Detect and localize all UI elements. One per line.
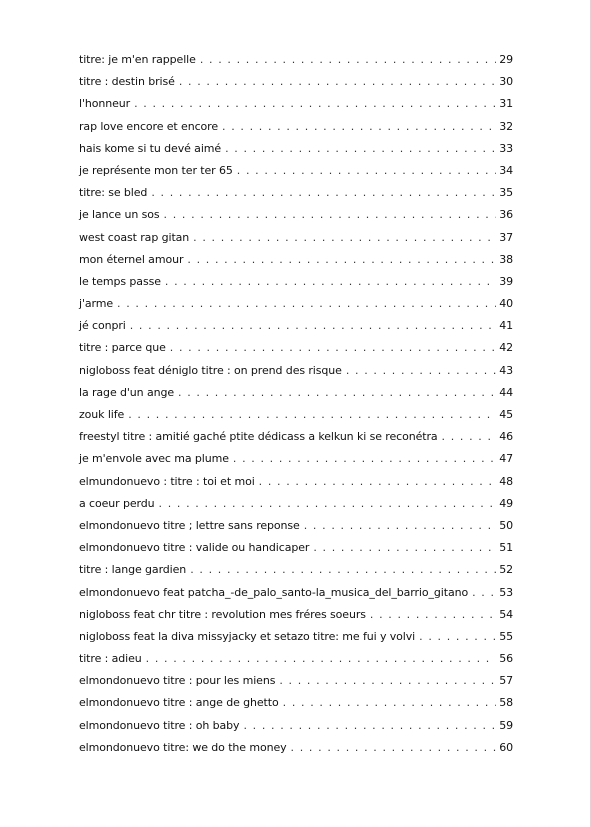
toc-entry-page-number: 31 xyxy=(499,97,513,111)
toc-dot-leader xyxy=(164,208,497,221)
toc-entry[interactable] xyxy=(79,430,513,452)
toc-entry[interactable] xyxy=(79,319,513,341)
toc-dot-leader xyxy=(170,341,496,354)
toc-entry[interactable] xyxy=(79,297,513,319)
toc-entry-title: je lance un sos xyxy=(79,208,160,222)
toc-dot-leader xyxy=(259,475,497,488)
toc-entry[interactable] xyxy=(79,53,513,75)
toc-entry-title: titre : lange gardien xyxy=(79,563,187,577)
toc-dot-leader xyxy=(187,253,496,266)
toc-entry-page-number: 35 xyxy=(499,186,513,200)
toc-entry[interactable] xyxy=(79,186,513,208)
toc-entry-title: elmondonuevo titre ; lettre sans reponse xyxy=(79,518,300,532)
toc-dot-leader xyxy=(134,97,496,110)
toc-entry-page-number: 39 xyxy=(499,274,513,288)
toc-entry-page-number: 38 xyxy=(499,252,513,266)
toc-entry-page-number: 54 xyxy=(499,607,513,621)
toc-entry-page-number: 50 xyxy=(499,518,513,532)
toc-entry-title: elmondonuevo titre : ange de ghetto xyxy=(79,696,279,710)
toc-entry-page-number: 43 xyxy=(499,363,513,377)
toc-entry-page-number: 53 xyxy=(499,585,513,599)
toc-entry-title: je m'envole avec ma plume xyxy=(79,452,229,466)
toc-entry-page-number: 45 xyxy=(499,408,513,421)
toc-entry-title: j'arme xyxy=(79,297,114,311)
toc-entry-title: jé conpri xyxy=(79,319,126,333)
toc-dot-leader xyxy=(159,497,497,510)
toc-dot-leader xyxy=(190,563,496,576)
toc-entry[interactable] xyxy=(79,164,513,186)
toc-dot-leader xyxy=(243,719,496,732)
toc-entry-page-number: 48 xyxy=(499,474,513,488)
toc-dot-leader xyxy=(165,275,496,288)
toc-entry-title: elmondonuevo titre : oh baby xyxy=(79,718,240,732)
toc-entry-title: elmondonuevo feat patcha_-de_palo_santo-la_musica_del_barrio_gitano xyxy=(79,585,469,599)
toc-entry-page-number: 40 xyxy=(499,297,513,311)
toc-entry-page-number: 33 xyxy=(499,141,513,155)
toc-entry[interactable] xyxy=(79,696,513,718)
toc-dot-leader xyxy=(291,741,497,754)
toc-entry[interactable] xyxy=(79,452,513,474)
toc-entry[interactable] xyxy=(79,120,513,142)
toc-entry-page-number: 56 xyxy=(499,652,513,666)
toc-entry-title: titre : parce que xyxy=(79,341,166,355)
toc-entry[interactable] xyxy=(79,475,513,497)
toc-entry-title: nigloboss feat la diva missyjacky et setazo titre: me fui y volvi xyxy=(79,629,416,643)
toc-entry-title: la rage d'un ange xyxy=(79,385,175,399)
toc-dot-leader xyxy=(237,164,496,177)
toc-dot-leader xyxy=(304,519,496,532)
toc-entry-page-number: 58 xyxy=(499,696,513,710)
toc-entry[interactable] xyxy=(79,75,513,97)
toc-entry-title: freestyl titre : amitié gaché ptite dédicass a kelkun ki se reconétra xyxy=(79,430,438,444)
toc-dot-leader xyxy=(178,386,496,399)
toc-entry[interactable] xyxy=(79,563,513,585)
toc-dot-leader xyxy=(151,186,496,199)
toc-entry-page-number: 42 xyxy=(499,341,513,355)
toc-entry-title: nigloboss feat déniglo titre : on prend des risque xyxy=(79,363,342,377)
toc-entry[interactable] xyxy=(79,519,513,541)
toc-dot-leader xyxy=(222,120,496,133)
toc-dot-leader xyxy=(128,408,496,421)
toc-entry-page-number: 51 xyxy=(499,541,513,555)
toc-entry-page-number: 29 xyxy=(499,53,513,66)
toc-entry[interactable] xyxy=(79,341,513,363)
toc-entry-title: titre : adieu xyxy=(79,652,142,666)
toc-entry-title: west coast rap gitan xyxy=(79,230,190,244)
toc-entry-page-number: 47 xyxy=(499,452,513,466)
toc-entry-page-number: 52 xyxy=(499,563,513,577)
toc-dot-leader xyxy=(346,364,496,377)
toc-entry-title: je représente mon ter ter 65 xyxy=(79,163,233,177)
toc-entry-title: a coeur perdu xyxy=(79,496,155,510)
toc-entry-page-number: 49 xyxy=(499,496,513,510)
toc-entry-title: elmundonuevo : titre : toi et moi xyxy=(79,474,255,488)
toc-entry-page-number: 59 xyxy=(499,718,513,732)
toc-dot-leader xyxy=(146,652,497,665)
toc-dot-leader xyxy=(233,452,496,465)
toc-entry-title: rap love encore et encore xyxy=(79,119,219,133)
toc-entry[interactable] xyxy=(79,364,513,386)
toc-entry-title: elmondonuevo titre: we do the money xyxy=(79,740,287,754)
toc-entry[interactable] xyxy=(79,253,513,275)
toc-entry-page-number: 36 xyxy=(499,208,513,222)
toc-entry[interactable] xyxy=(79,208,513,230)
toc-entry-page-number: 34 xyxy=(499,163,513,177)
toc-entry-title: titre: se bled xyxy=(79,186,148,200)
toc-entry[interactable] xyxy=(79,652,513,674)
toc-entry-page-number: 44 xyxy=(499,385,513,399)
toc-entry[interactable] xyxy=(79,497,513,519)
toc-entry-title: elmondonuevo titre : valide ou handicaper xyxy=(79,541,310,555)
toc-dot-leader xyxy=(370,608,496,621)
toc-entry[interactable] xyxy=(79,97,513,119)
toc-entry[interactable] xyxy=(79,231,513,253)
toc-entry-title: zouk life xyxy=(79,408,125,421)
toc-entry-page-number: 37 xyxy=(499,230,513,244)
toc-dot-leader xyxy=(472,586,496,599)
toc-entry-title: le temps passe xyxy=(79,274,161,288)
toc-entry-title: elmondonuevo titre : pour les miens xyxy=(79,674,276,688)
toc-dot-leader xyxy=(279,674,496,687)
toc-entry-page-number: 55 xyxy=(499,629,513,643)
toc-entry-page-number: 41 xyxy=(499,319,513,333)
toc-dot-leader xyxy=(179,75,496,88)
toc-entry[interactable] xyxy=(79,608,513,630)
toc-dot-leader xyxy=(442,430,497,443)
toc-entry[interactable] xyxy=(79,586,513,608)
toc-entry-title: nigloboss feat chr titre : revolution mes fréres soeurs xyxy=(79,607,366,621)
toc-dot-leader xyxy=(193,231,496,244)
toc-entry[interactable] xyxy=(79,386,513,408)
toc-dot-leader xyxy=(419,630,496,643)
toc-entry-page-number: 57 xyxy=(499,674,513,688)
toc-entry[interactable] xyxy=(79,674,513,696)
toc-entry[interactable] xyxy=(79,275,513,297)
toc-entry[interactable] xyxy=(79,408,513,430)
table-of-contents xyxy=(79,53,513,763)
toc-entry-title: titre : destin brisé xyxy=(79,75,175,89)
toc-entry-title: l'honneur xyxy=(79,97,131,111)
toc-dot-leader xyxy=(117,297,496,310)
toc-entry-title: hais kome si tu devé aimé xyxy=(79,141,222,155)
toc-entry-page-number: 30 xyxy=(499,75,513,89)
toc-dot-leader xyxy=(313,541,496,554)
toc-dot-leader xyxy=(200,53,496,66)
toc-entry-page-number: 60 xyxy=(499,740,513,754)
toc-entry[interactable] xyxy=(79,142,513,164)
toc-dot-leader xyxy=(130,319,496,332)
toc-entry-title: mon éternel amour xyxy=(79,252,184,266)
toc-entry[interactable] xyxy=(79,719,513,741)
toc-entry[interactable] xyxy=(79,741,513,763)
toc-entry-page-number: 46 xyxy=(499,430,513,444)
toc-dot-leader xyxy=(283,696,497,709)
toc-dot-leader xyxy=(225,142,496,155)
toc-entry-page-number: 32 xyxy=(499,119,513,133)
toc-entry-title: titre: je m'en rappelle xyxy=(79,53,196,66)
toc-entry[interactable] xyxy=(79,541,513,563)
toc-entry[interactable] xyxy=(79,630,513,652)
